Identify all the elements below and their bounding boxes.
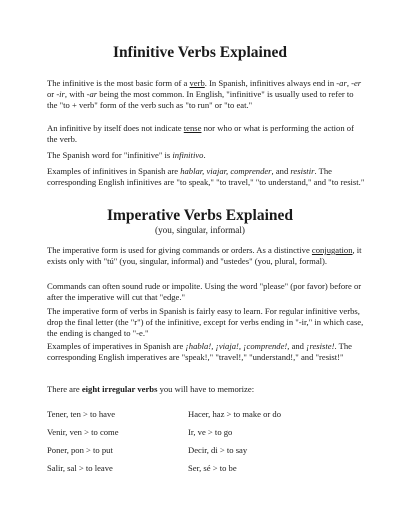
text: . The corresponding English infinitives are "to speak," "to travel," "to understand," and "to resist." <box>47 166 365 187</box>
text: , and <box>271 166 291 176</box>
verb-row <box>47 427 347 445</box>
verb-row <box>47 463 347 481</box>
section-title-infinitive: Infinitive Verbs Explained <box>113 44 287 61</box>
paragraph-infinitive-examples <box>47 166 365 188</box>
paragraph-irregular-intro <box>47 384 365 395</box>
text: nor who or what is performing the action of the verb. <box>47 123 354 144</box>
text: Examples of infinitives in Spanish are <box>47 166 181 176</box>
link-tense[interactable]: tense <box>183 123 202 133</box>
text: . In Spanish, infinitives always end in <box>204 78 337 88</box>
paragraph-infinitive-definition <box>47 78 365 111</box>
text: ¡habla!, ¡viaja!, ¡comprende! <box>185 341 288 351</box>
text: , and <box>287 341 307 351</box>
verb-cell: Poner, pon > to put <box>47 445 113 455</box>
text: -ar <box>86 89 98 99</box>
text: The imperative form is used for giving commands or orders. As a distinctive <box>47 245 312 255</box>
verb-cell: Decir, di > to say <box>188 445 248 455</box>
text: , <box>346 78 352 88</box>
text: . <box>203 150 206 160</box>
text: being the most common. In English, "infinitive" is usually used to refer to the "to + verb" form of the verb such as "to run" or "to eat." <box>47 89 354 110</box>
text: , it exists only with "tú" (you, singular, informal) and "ustedes" (you, plural, formal). <box>47 245 362 266</box>
text: An infinitive by itself does not indicate <box>47 123 184 133</box>
text: , with <box>64 89 87 99</box>
text: There are <box>47 384 82 394</box>
text: -er <box>351 78 362 88</box>
verb-cell: Hacer, haz > to make or do <box>188 409 282 419</box>
text: ¡resiste! <box>306 341 335 351</box>
link-verb[interactable]: verb <box>189 78 205 88</box>
paragraph-infinitive-word <box>47 150 365 161</box>
text: eight irregular verbs <box>81 384 158 394</box>
text: -ir <box>56 89 65 99</box>
link-conjugation[interactable]: conjugation <box>311 245 353 255</box>
text: The Spanish word for "infinitive" is <box>47 150 173 160</box>
paragraph-infinitive-tense <box>47 123 365 145</box>
text: Commands can often sound rude or impolite. Using the word "please" (por favor) before or after the imperative will cut that "edge." <box>47 281 362 302</box>
verb-cell: Tener, ten > to have <box>47 409 116 419</box>
verb-cell: Venir, ven > to come <box>47 427 119 437</box>
paragraph-imperative-polite <box>47 281 365 303</box>
section-title-imperative: Imperative Verbs Explained <box>106 207 293 224</box>
text: or <box>47 89 57 99</box>
text: The infinitive is the most basic form of a <box>47 78 190 88</box>
paragraph-imperative-definition <box>47 245 365 267</box>
text: hablar, viajar, comprender <box>180 166 272 176</box>
verb-cell: Ser, sé > to be <box>188 463 237 473</box>
text: The imperative form of verbs in Spanish is fairly easy to learn. For regular infinitive verbs, drop the final letter (the "r") of the infinitive, except for verbs ending in "-ir," in which case, the ending is changed to "-e." <box>47 306 364 338</box>
verb-row <box>47 409 347 427</box>
verb-cell: Ir, ve > to go <box>188 427 233 437</box>
verb-cell: Salir, sal > to leave <box>47 463 113 473</box>
section-subtitle-imperative: (you, singular, informal) <box>155 225 245 235</box>
text: infinitivo <box>172 150 204 160</box>
paragraph-imperative-form <box>47 306 365 339</box>
text: . The corresponding English imperatives are "speak!," "travel!," "understand!," and "resist!" <box>47 341 352 362</box>
irregular-verbs-table <box>47 409 347 481</box>
text: Examples of imperatives in Spanish are <box>47 341 186 351</box>
verb-row <box>47 445 347 463</box>
paragraph-imperative-examples <box>47 341 365 363</box>
text: resistir <box>290 166 315 176</box>
text: you will have to memorize: <box>157 384 255 394</box>
text: -ar <box>336 78 347 88</box>
